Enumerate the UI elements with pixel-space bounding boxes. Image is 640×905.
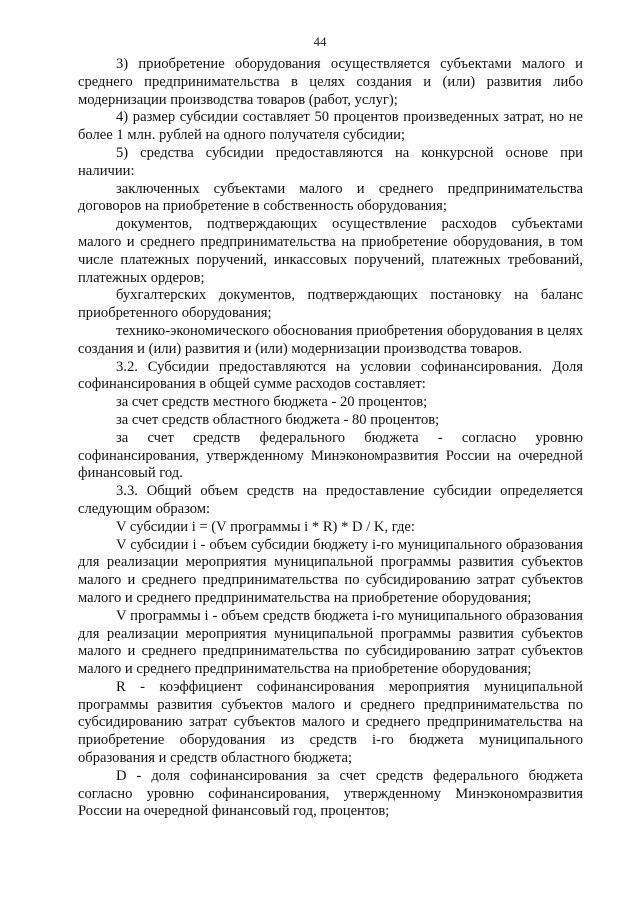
paragraph-feasibility-study: технико-экономического обоснования приобретения оборудования в целях создания и (или) развития и (или) модернизации производства товаров. [78,322,583,357]
paragraph-equipment-purpose: 3) приобретение оборудования осуществляется субъектами малого и среднего предпринимательства в целях создания и (или) развития либо модернизации производства товаров (работ, услуг); [78,56,583,108]
paragraph-section-3-3: 3.3. Общий объем средств на предоставление субсидии определяется следующим образом: [78,483,583,517]
paragraph-v-program-definition: V программы i - объем средств бюджета i-го муниципального образования для реализации мероприятия муниципальной программы развития субъектов малого и среднего предпринимательства по субсидированию затрат субъектов малого и среднего предпринимательства на приобретение оборудования; [78,607,583,678]
paragraph-subsidy-amount: 4) размер субсидии составляет 50 процентов произведенных затрат, но не более 1 млн. рублей на одного получателя субсидии; [78,109,583,144]
document-body [78,56,583,821]
paragraph-federal-budget: за счет средств федерального бюджета - согласно уровню софинансирования, утвержденному Минэкономразвития России на очередной финансовый год. [78,429,583,482]
paragraph-v-subsidy-definition: V субсидии i - объем субсидии бюджету i-го муниципального образования для реализации мероприятия муниципальной программы развития субъектов малого и среднего предпринимательства по субсидированию затрат субъектов малого и среднего предпринимательства на приобретение оборудования; [78,536,583,606]
paragraph-expense-documents: документов, подтверждающих осуществление расходов субъектами малого и среднего предпринимательства на приобретение оборудования, в том числе платежных поручений, инкассовых поручений, платежных требований, платежных ордеров; [78,216,583,286]
paragraph-formula: V субсидии i = (V программы i * R) * D / K, где: [116,518,415,535]
paragraph-section-3-2: 3.2. Субсидии предоставляются на условии софинансирования. Доля софинансирования в общей сумме расходов составляет: [78,358,583,393]
paragraph-r-coefficient-definition: R - коэффициент софинансирования мероприятия муниципальной программы развития субъектов малого и среднего предпринимательства по субсидированию затрат субъектов малого и среднего предпринимательства на приобретение оборудования из средств i-го бюджета муниципального образования и средств областного бюджета; [78,678,583,767]
paragraph-accounting-documents: бухгалтерских документов, подтверждающих постановку на баланс приобретенного оборудования; [78,287,583,322]
paragraph-contracts: заключенных субъектами малого и среднего предпринимательства договоров на приобретение в собственность оборудования; [78,180,583,215]
paragraph-regional-budget: за счет средств областного бюджета - 80 процентов; [116,411,440,428]
paragraph-local-budget: за счет средств местного бюджета - 20 процентов; [116,394,428,411]
paragraph-d-share-definition: D - доля софинансирования за счет средств федерального бюджета согласно уровню софинансирования, утвержденному Минэкономразвития России на очередной финансовый год, процентов; [78,767,583,820]
paragraph-competitive-basis: 5) средства субсидии предоставляются на конкурсной основе при наличии: [78,144,583,179]
page-number: 44 [313,34,327,49]
